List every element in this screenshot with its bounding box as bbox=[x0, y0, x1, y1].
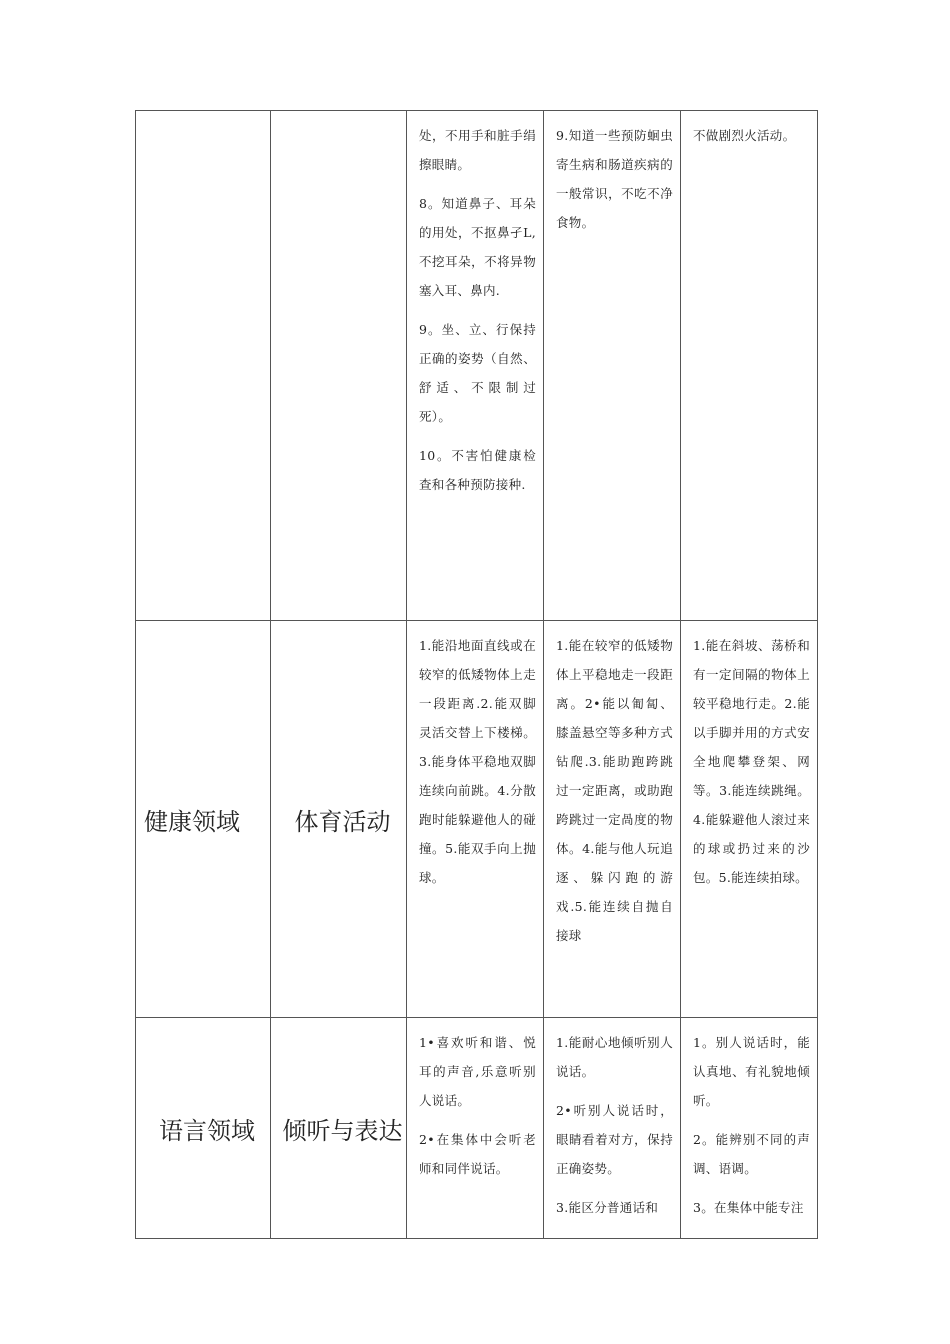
list-item: 不做剧烈火活动。 bbox=[693, 128, 796, 143]
list-item: 2。能辨别不同的声调、语调。 bbox=[693, 1132, 810, 1176]
level-cell-2 bbox=[544, 111, 681, 621]
table-row bbox=[136, 111, 818, 621]
list-item: 处，不用手和脏手绢擦眼睛。 bbox=[419, 128, 536, 172]
table-row bbox=[136, 621, 818, 1018]
domain-cell bbox=[136, 111, 271, 621]
level-cell-2 bbox=[544, 621, 681, 1018]
domain-cell: 语言领域 bbox=[136, 1018, 271, 1239]
list-item: 1.能沿地面直线或在较窄的低矮物体上走一段距离.2.能双脚灵活交替上下楼梯。3.能身体平稳地双脚连续向前跳。4.分散跑时能躲避他人的碰撞。5.能双手向上抛球。 bbox=[419, 638, 536, 885]
list-item: 1。别人说话时，能认真地、有礼貌地倾听。 bbox=[693, 1035, 810, 1108]
list-item: 3。在集体中能专注 bbox=[693, 1200, 804, 1215]
list-item: 1.能耐心地倾听别人说话。 bbox=[556, 1035, 673, 1079]
list-item: 9.知道一些预防蛔虫寄生病和肠道疾病的一般常识，不吃不净食物。 bbox=[556, 128, 673, 230]
list-item: 1•喜欢听和谐、悦耳的声音,乐意听别人说话。 bbox=[419, 1035, 536, 1108]
table-row bbox=[136, 1018, 818, 1239]
level-cell-3 bbox=[681, 111, 818, 621]
curriculum-table bbox=[135, 110, 818, 1239]
list-item: 3.能区分普通话和 bbox=[556, 1200, 659, 1215]
level-cell-1 bbox=[407, 1018, 544, 1239]
category-cell: 倾听与表达 bbox=[271, 1018, 407, 1239]
category-cell: 体育活动 bbox=[271, 621, 407, 1018]
level-cell-3 bbox=[681, 621, 818, 1018]
category-cell bbox=[271, 111, 407, 621]
level-cell-3 bbox=[681, 1018, 818, 1239]
list-item: 8。知道鼻子、耳朵的用处，不抠鼻孑L,不挖耳朵，不将异物塞入耳、鼻内. bbox=[419, 196, 536, 298]
list-item: 9。坐、立、行保持正确的姿势（自然、舒适、不限制过死）。 bbox=[419, 322, 536, 424]
domain-cell: 健康领域 bbox=[136, 621, 271, 1018]
list-item: 2•听别人说话时，眼睛看着对方，保持正确姿势。 bbox=[556, 1103, 673, 1176]
list-item: 1.能在斜坡、荡桥和有一定间隔的物体上较平稳地行走。2.能以手脚并用的方式安全地爬攀登架、网等。3.能连续跳绳。4.能躲避他人滚过来的球或扔过来的沙包。5.能连续拍球。 bbox=[693, 638, 810, 885]
list-item: 1.能在较窄的低矮物体上平稳地走一段距离。2•能以匍匐、膝盖悬空等多种方式钻爬.3.能助跑跨跳过一定距离，或助跑跨跳过一定咼度的物体。4.能与他人玩追逐、躲闪跑的游戏.5.能连续自抛自接球 bbox=[556, 638, 673, 943]
list-item: 10。不害怕健康检查和各种预防接种. bbox=[419, 448, 536, 492]
level-cell-2 bbox=[544, 1018, 681, 1239]
level-cell-1 bbox=[407, 111, 544, 621]
list-item: 2•在集体中会听老师和同伴说话。 bbox=[419, 1132, 536, 1176]
level-cell-1 bbox=[407, 621, 544, 1018]
